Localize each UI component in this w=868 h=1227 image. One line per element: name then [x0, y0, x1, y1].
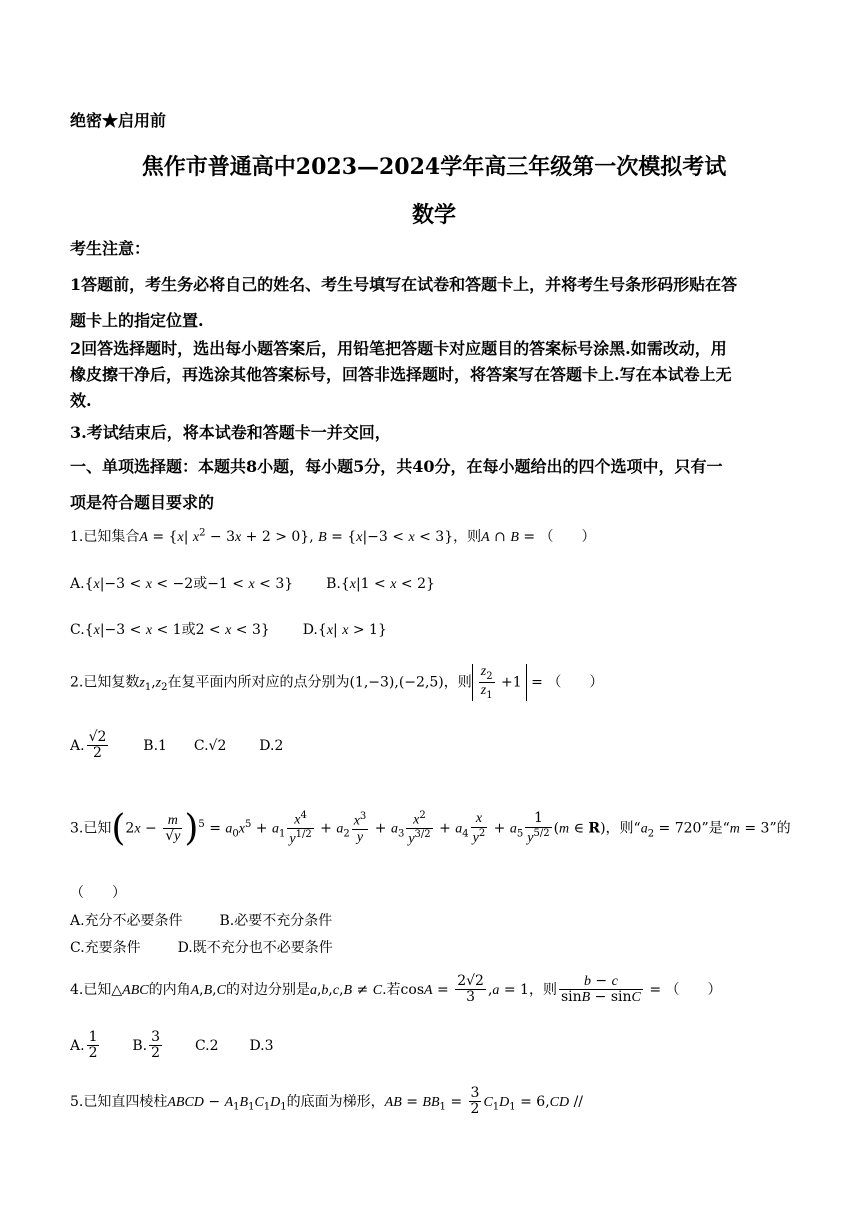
section1-line1: 一、单项选择题：本题共8小题，每小题5分，共40分，在每小题给出的四个选项中，只有一 [70, 457, 723, 476]
notice-item3: 3.考试结束后，将本试卷和答题卡一并交回， [70, 423, 391, 442]
q5-stem: 5.已知直四棱柱ABCD − $A_1B_1C_1D_1$的底面为梯形，AB = $BB_1$ = $\frac{3}{2}$ $C_1D_1 = 6,CD$ // [70, 1085, 584, 1118]
q1-options-cd: C.{x|−3 < x < 1或2 < x < 3} D.{x| x > 1} [70, 622, 387, 638]
notice-item1-line1: 1答题前，考生务必将自己的姓名、考生号填写在试卷和答题卡上，并将考生号条形码形贴在答 [70, 275, 738, 294]
notice-item2-line3: 效. [70, 391, 92, 410]
exam-title: 焦作市普通高中2023—2024学年高三年级第一次模拟考试 [141, 154, 727, 180]
q3-options-cd: C.充要条件 D.既不充分也不必要条件 [70, 940, 333, 956]
q3-stem: 3.已知(2x − $\frac{m}{√y}$ )$^5 = a_0x^5 + a_1$ $\frac{x^4}{y^{1/2}}$ + $a_2$ $\frac{x^3}{y}$ + $a_3$ $\frac{x^2}{y^{3/2}}$ + $a_4$ $\frac{x}{y^2}$ + $a_5$ $\frac{1}{y^{5/2}}$ (m ∈ R)，则“$a_2 = 720$”是“m = 3”的 [70, 808, 791, 849]
section1-line2: 项是符合题目要求的 [70, 493, 215, 512]
q4-options: A. $\frac{1}{2}$ B. $\frac{3}{2}$ C.2 D.3 [70, 1029, 274, 1062]
q3-options-ab: A.充分不必要条件 B.必要不充分条件 [70, 913, 333, 929]
q2-options: A. $\frac{√2}{2}$ B.1 C.√2 D.2 [70, 729, 284, 762]
notice-item1-line2: 题卡上的指定位置. [70, 311, 204, 330]
q3-paren: （ ） [70, 885, 126, 901]
notice-heading: 考生注意： [70, 239, 151, 258]
q1-stem: 1.已知集合A = {x| $x^2 - 3x + 2 > 0$}, B = {x|−3 < x < 3}，则A ∩ B = （ ） [70, 527, 596, 545]
q1-options-ab: A.{x|−3 < x < −2或−1 < x < 3} B.{x|1 < x < 2} [70, 576, 435, 592]
subject-title: 数学 [411, 202, 456, 228]
notice-item2-line1: 2回答选择题时，选出每小题答案后，用铅笔把答题卡对应题目的答案标号涂黑.如需改动，用 [70, 339, 727, 358]
notice-item2-line2: 橡皮擦干净后，再选涂其他答案标号，回答非选择题时，将答案写在答题卡上.写在本试卷上无 [70, 365, 732, 384]
q2-stem: 2.已知复数$z_1,z_2$在复平面内所对应的点分别为(1,−3),(−2,5)，则 $\frac{z_2}{z_1}$ +1 = （ ） [70, 664, 604, 701]
secret-label: 绝密★启用前 [70, 111, 167, 130]
q4-stem: 4.已知△ABC的内角A,B,C的对边分别是a,b,c,B ≠ C.若cosA = $\frac{2√2}{3}$ ,a = 1，则 $\frac{b - c}{\sin B - \sin C}$ = （ ） [70, 973, 722, 1006]
